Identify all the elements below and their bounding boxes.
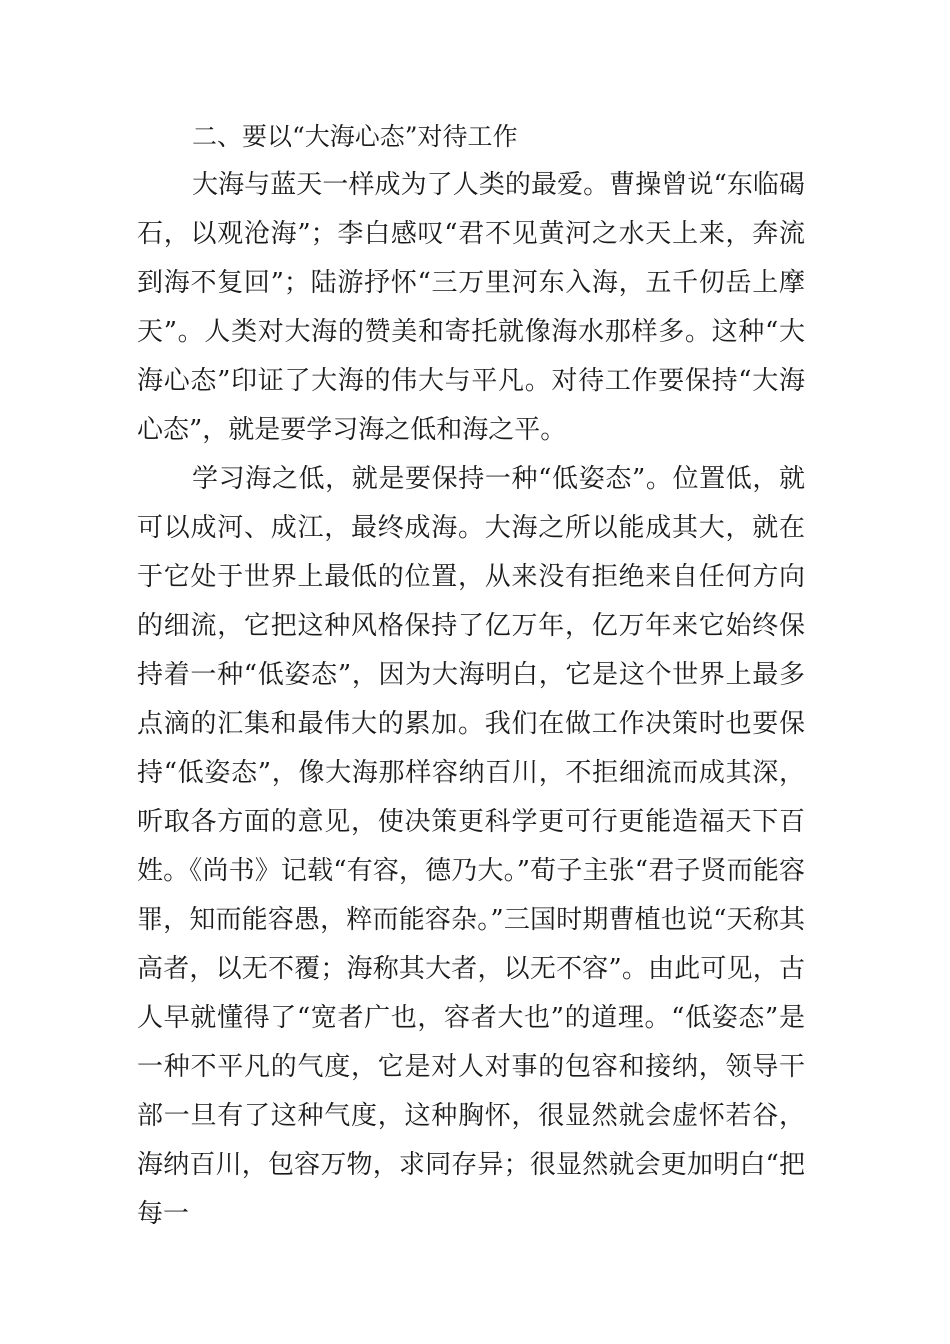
document-body <box>137 112 805 1239</box>
paragraph-2: 学习海之低，就是要保持一种“低姿态”。位置低，就可以成河、成江，最终成海。大海之所以能成其大，就在于它处于世界上最低的位置，从来没有拒绝来自任何方向的细流，它把这种风格保持了亿万年，亿万年来它始终保持着一种“低姿态”，因为大海明白，它是这个世界上最多点滴的汇集和最伟大的累加。我们在做工作决策时也要保持“低姿态”，像大海那样容纳百川，不拒细流而成其深，听取各方面的意见，使决策更科学更可行更能造福天下百姓。《尚书》记载“有容，德乃大。”荀子主张“君子贤而能容罪，知而能容愚，粹而能容杂。”三国时期曹植也说“天称其高者，以无不覆；海称其大者，以无不容”。由此可见，古人早就懂得了“宽者广也，容者大也”的道理。“低姿态”是一种不平凡的气度，它是对人对事的包容和接纳，领导干部一旦有了这种气度，这种胸怀，很显然就会虚怀若谷，海纳百川，包容万物，求同存异；很显然就会更加明白“把每一 <box>137 464 805 1229</box>
paragraph-1: 大海与蓝天一样成为了人类的最爱。曹操曾说“东临碣石，以观沧海”；李白感叹“君不见黄河之水天上来，奔流到海不复回”；陆游抒怀“三万里河东入海，五千仞岳上摩天”。人类对大海的赞美和寄托就像海水那样多。这种“大海心态”印证了大海的伟大与平凡。对待工作要保持“大海心态”，就是要学习海之低和海之平。 <box>137 170 805 445</box>
section-heading: 二、要以“大海心态”对待工作 <box>192 122 518 151</box>
